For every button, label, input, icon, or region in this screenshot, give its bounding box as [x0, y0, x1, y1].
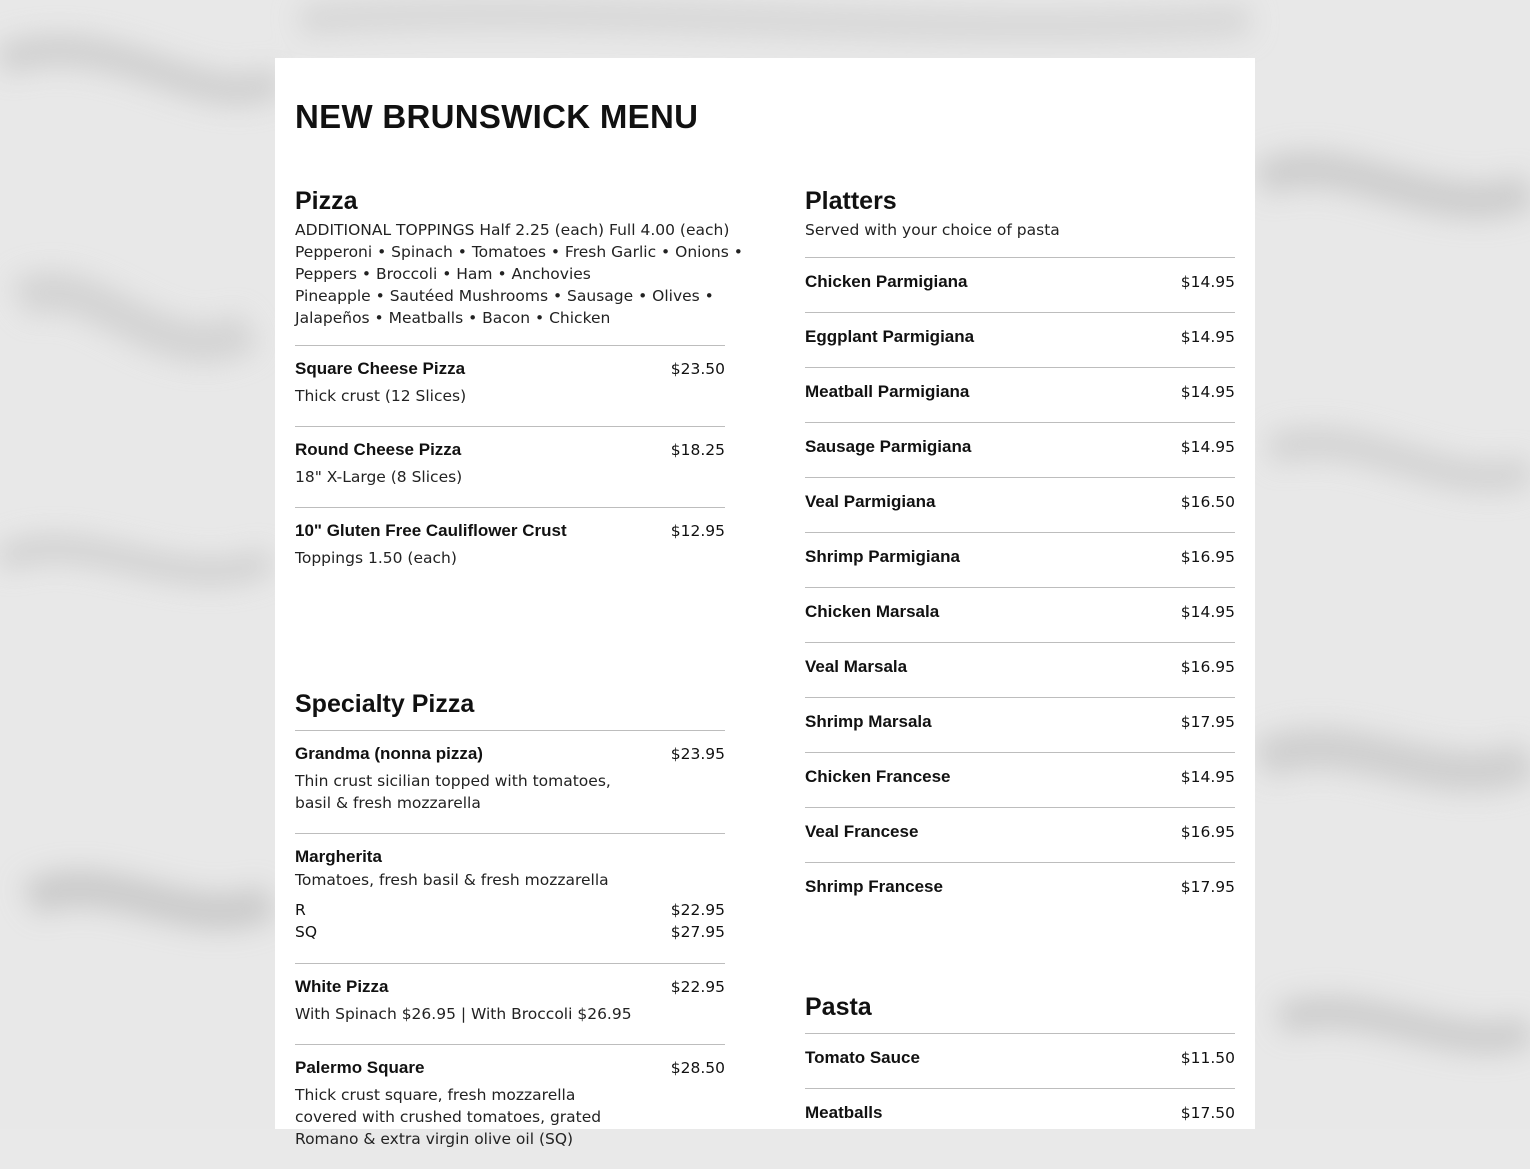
item-description: Thick crust (12 Slices)	[295, 387, 467, 405]
item-name: White Pizza	[295, 977, 389, 996]
platters-list	[805, 257, 1235, 917]
toppings-description	[295, 219, 743, 329]
item-name: Chicken Francese	[805, 767, 951, 786]
item-price: $14.95	[1180, 328, 1235, 346]
item-description: With Spinach $26.95 | With Broccoli $26.95	[295, 1005, 632, 1023]
item-name: Palermo Square	[295, 1058, 425, 1077]
menu-item	[805, 257, 1235, 312]
pizza-list	[295, 345, 725, 588]
specialty-list	[295, 730, 725, 1169]
pizza-section-title: Pizza	[295, 187, 358, 215]
item-price: $16.50	[1180, 493, 1235, 511]
item-name: Chicken Parmigiana	[805, 272, 968, 291]
menu-item	[805, 1088, 1235, 1143]
pasta-list	[805, 1033, 1235, 1143]
item-price: $11.50	[1180, 1049, 1235, 1067]
item-price: $14.95	[1180, 768, 1235, 786]
item-name: Round Cheese Pizza	[295, 440, 462, 459]
item-price: $16.95	[1180, 823, 1235, 841]
menu-item	[805, 532, 1235, 587]
description-line: Romano & extra virgin olive oil (SQ)	[295, 1130, 574, 1148]
size-label: SQ	[295, 923, 318, 941]
item-name: Veal Marsala	[805, 657, 908, 676]
item-price: $16.95	[1180, 548, 1235, 566]
right-column	[805, 185, 1235, 1143]
item-price: $28.50	[670, 1059, 725, 1077]
menu-item	[805, 422, 1235, 477]
item-price: $17.50	[1180, 1104, 1235, 1122]
toppings-line: ADDITIONAL TOPPINGS Half 2.25 (each) Full 4.00 (each)	[295, 221, 730, 239]
menu-item	[805, 697, 1235, 752]
description-line: covered with crushed tomatoes, grated	[295, 1108, 602, 1126]
menu-item	[295, 730, 725, 833]
item-name: Meatballs	[805, 1103, 883, 1122]
item-name: Meatball Parmigiana	[805, 382, 970, 401]
pasta-section-title: Pasta	[805, 993, 872, 1021]
item-name: Grandma (nonna pizza)	[295, 744, 483, 763]
menu-item	[295, 1044, 725, 1169]
menu-item	[805, 862, 1235, 917]
description-line: basil & fresh mozzarella	[295, 794, 481, 812]
item-price: $23.95	[670, 745, 725, 763]
item-name: Margherita	[295, 847, 382, 866]
menu-sheet	[275, 58, 1255, 1148]
menu-item	[295, 345, 725, 426]
size-price: $22.95	[670, 901, 725, 919]
menu-item	[805, 367, 1235, 422]
item-price: $18.25	[670, 441, 725, 459]
size-option	[295, 921, 725, 943]
menu-item	[805, 752, 1235, 807]
menu-item	[805, 312, 1235, 367]
item-description: Toppings 1.50 (each)	[295, 549, 457, 567]
item-price: $17.95	[1180, 878, 1235, 896]
item-price: $14.95	[1180, 603, 1235, 621]
menu-item	[805, 587, 1235, 642]
description-line: Thin crust sicilian topped with tomatoes,	[295, 772, 611, 790]
item-price: $16.95	[1180, 658, 1235, 676]
menu-item	[295, 833, 725, 963]
toppings-line: Pepperoni • Spinach • Tomatoes • Fresh Garlic • Onions •	[295, 243, 743, 261]
pasta-section	[805, 991, 1235, 1143]
item-description	[295, 1084, 625, 1150]
menu-item	[805, 1033, 1235, 1088]
description-line: Thick crust square, fresh mozzarella	[295, 1086, 576, 1104]
item-name: Shrimp Francese	[805, 877, 943, 896]
platters-section	[805, 185, 1235, 917]
platters-description: Served with your choice of pasta	[805, 221, 1060, 239]
item-name: Veal Parmigiana	[805, 492, 936, 511]
item-name: Shrimp Marsala	[805, 712, 932, 731]
item-description: Tomatoes, fresh basil & fresh mozzarella	[295, 871, 609, 889]
item-price: $17.95	[1180, 713, 1235, 731]
item-price: $12.95	[670, 522, 725, 540]
specialty-section-title: Specialty Pizza	[295, 690, 475, 718]
toppings-line: Jalapeños • Meatballs • Bacon • Chicken	[295, 309, 611, 327]
menu-item	[805, 807, 1235, 862]
left-column	[295, 185, 743, 1169]
menu-title: NEW BRUNSWICK MENU	[295, 98, 699, 135]
item-name: Square Cheese Pizza	[295, 359, 466, 378]
menu-item	[805, 477, 1235, 532]
item-description	[295, 770, 625, 814]
menu-item	[295, 963, 725, 1044]
size-options	[295, 899, 725, 943]
pizza-section	[295, 185, 743, 588]
size-price: $27.95	[670, 923, 725, 941]
item-name: Tomato Sauce	[805, 1048, 920, 1067]
size-label: R	[295, 901, 306, 919]
size-option	[295, 899, 725, 921]
item-name: Eggplant Parmigiana	[805, 327, 975, 346]
platters-section-title: Platters	[805, 187, 897, 215]
item-name: Sausage Parmigiana	[805, 437, 972, 456]
toppings-line: Pineapple • Sautéed Mushrooms • Sausage • Olives •	[295, 287, 714, 305]
toppings-line: Peppers • Broccoli • Ham • Anchovies	[295, 265, 591, 283]
item-name: 10" Gluten Free Cauliflower Crust	[295, 521, 567, 540]
item-price: $23.50	[670, 360, 725, 378]
item-name: Shrimp Parmigiana	[805, 547, 960, 566]
item-price: $14.95	[1180, 438, 1235, 456]
menu-item	[295, 426, 725, 507]
item-name: Chicken Marsala	[805, 602, 940, 621]
specialty-pizza-section	[295, 688, 725, 1169]
item-price: $14.95	[1180, 273, 1235, 291]
item-name: Veal Francese	[805, 822, 919, 841]
item-price: $22.95	[670, 978, 725, 996]
item-description: 18" X-Large (8 Slices)	[295, 468, 463, 486]
item-price: $14.95	[1180, 383, 1235, 401]
menu-item	[805, 642, 1235, 697]
menu-item	[295, 507, 725, 588]
